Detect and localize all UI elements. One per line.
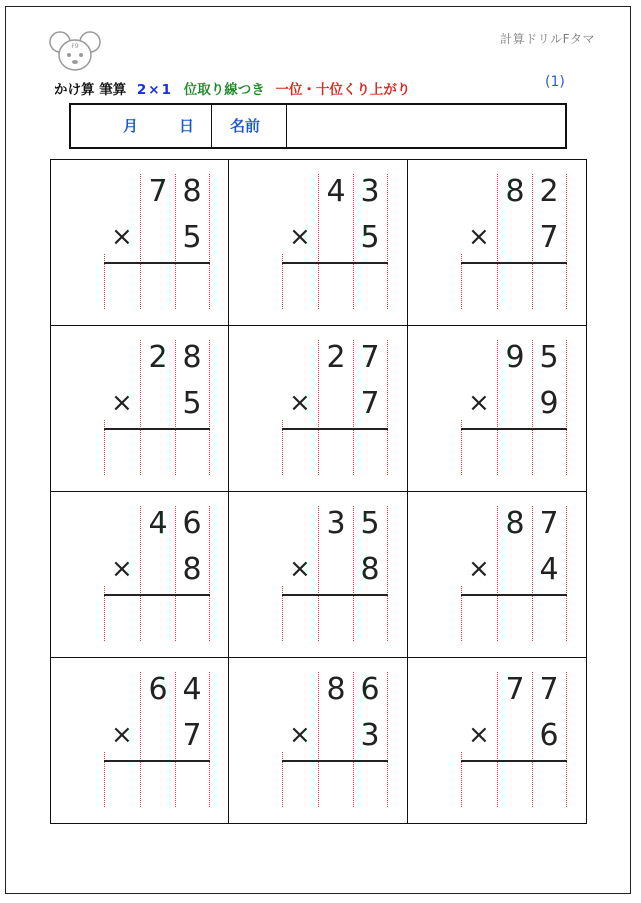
multiplier-digit: 3 [360, 718, 380, 753]
times-sign: × [289, 222, 311, 252]
times-sign: × [289, 388, 311, 418]
times-sign: × [468, 222, 490, 252]
place-guide-line [387, 174, 388, 309]
multiplicand-ones: 2 [539, 174, 559, 209]
times-sign: × [468, 720, 490, 750]
multiplicand-tens: 8 [505, 506, 525, 541]
times-sign: × [289, 554, 311, 584]
problem-cell[interactable] [51, 326, 229, 492]
answer-line [282, 262, 388, 264]
answer-line [104, 428, 210, 430]
problem-cell[interactable] [408, 492, 586, 658]
multiplicand-ones: 7 [539, 506, 559, 541]
place-guide-line [566, 340, 567, 475]
name-date-box [69, 103, 567, 149]
title-part-digits: 2×1 [136, 82, 174, 98]
place-guide-line [209, 672, 210, 807]
problem-cell[interactable] [229, 326, 408, 492]
worksheet-title [54, 78, 416, 98]
multiplicand-tens: 6 [148, 672, 168, 707]
multiplier-digit: 8 [360, 552, 380, 587]
multiplicand-tens: 4 [148, 506, 168, 541]
times-sign: × [468, 388, 490, 418]
place-guide-line [387, 506, 388, 641]
answer-line [461, 262, 567, 264]
problem-cell[interactable] [229, 492, 408, 658]
multiplicand-ones: 7 [360, 340, 380, 375]
multiplier-digit: 5 [182, 220, 202, 255]
multiplicand-ones: 6 [360, 672, 380, 707]
multiplicand-ones: 3 [360, 174, 380, 209]
title-part-carry: 一位・十位くり上がり [275, 82, 411, 98]
title-part-guides: 位取り線つき [183, 82, 265, 98]
answer-line [461, 594, 567, 596]
place-guide-line [566, 174, 567, 309]
answer-line [282, 428, 388, 430]
times-sign: × [468, 554, 490, 584]
multiplicand-tens: 3 [326, 506, 346, 541]
problem-cell[interactable] [51, 492, 229, 658]
times-sign: × [111, 388, 133, 418]
answer-line [461, 760, 567, 762]
multiplicand-ones: 5 [360, 506, 380, 541]
multiplicand-tens: 2 [326, 340, 346, 375]
answer-line [104, 760, 210, 762]
multiplicand-ones: 8 [182, 174, 202, 209]
place-guide-line [209, 174, 210, 309]
multiplier-digit: 7 [539, 220, 559, 255]
multiplier-digit: 7 [360, 386, 380, 421]
problem-grid [50, 159, 587, 824]
multiplier-digit: 7 [182, 718, 202, 753]
place-guide-line [209, 506, 210, 641]
name-label-cell [212, 105, 287, 147]
month-label: 月 [123, 117, 139, 135]
times-sign: × [111, 720, 133, 750]
problem-cell[interactable] [229, 160, 408, 326]
problem-cell[interactable] [408, 326, 586, 492]
problem-cell[interactable] [51, 160, 229, 326]
answer-line [104, 262, 210, 264]
multiplier-digit: 8 [182, 552, 202, 587]
problem-cell[interactable] [229, 658, 408, 823]
multiplier-digit: 9 [539, 386, 559, 421]
multiplicand-tens: 9 [505, 340, 525, 375]
place-guide-line [387, 340, 388, 475]
mouse-face-icon [48, 28, 102, 74]
multiplicand-ones: 7 [539, 672, 559, 707]
multiplier-digit: 5 [360, 220, 380, 255]
title-part-operation: かけ算 筆算 [54, 82, 127, 98]
place-guide-line [387, 672, 388, 807]
multiplicand-ones: 5 [539, 340, 559, 375]
problem-cell[interactable] [408, 658, 586, 823]
place-guide-line [566, 672, 567, 807]
multiplicand-tens: 8 [326, 672, 346, 707]
page-number: (1) [545, 74, 565, 90]
multiplicand-tens: 8 [505, 174, 525, 209]
multiplicand-tens: 4 [326, 174, 346, 209]
times-sign: × [111, 222, 133, 252]
date-field[interactable] [71, 105, 212, 147]
place-guide-line [566, 506, 567, 641]
multiplicand-ones: 4 [182, 672, 202, 707]
answer-line [461, 428, 567, 430]
answer-line [282, 760, 388, 762]
times-sign: × [111, 554, 133, 584]
multiplier-digit: 4 [539, 552, 559, 587]
multiplicand-tens: 2 [148, 340, 168, 375]
answer-line [104, 594, 210, 596]
multiplicand-ones: 6 [182, 506, 202, 541]
logo-text: F9 [71, 43, 79, 50]
multiplicand-tens: 7 [505, 672, 525, 707]
answer-line [282, 594, 388, 596]
day-label: 日 [179, 117, 195, 135]
problem-cell[interactable] [51, 658, 229, 823]
name-field[interactable] [287, 105, 565, 147]
name-label: 名前 [230, 117, 261, 135]
brand-name: 計算ドリルFタマ [500, 32, 595, 46]
place-guide-line [209, 340, 210, 475]
multiplier-digit: 5 [182, 386, 202, 421]
times-sign: × [289, 720, 311, 750]
problem-cell[interactable] [408, 160, 586, 326]
multiplicand-ones: 8 [182, 340, 202, 375]
multiplicand-tens: 7 [148, 174, 168, 209]
multiplier-digit: 6 [539, 718, 559, 753]
